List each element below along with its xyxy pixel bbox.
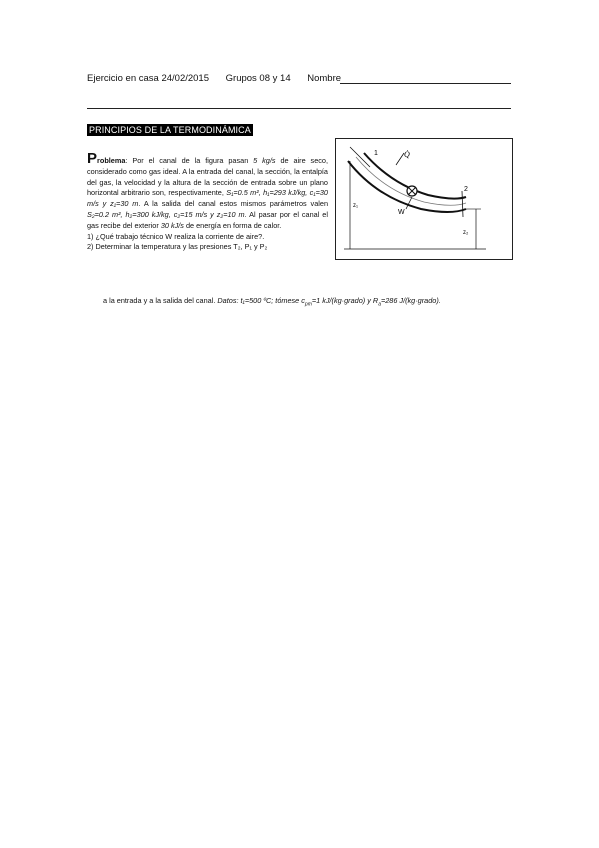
groups-label: Grupos 08 y 14 bbox=[225, 73, 291, 84]
problem-text-5: de energía en forma de calor. bbox=[183, 220, 282, 230]
question-2-text: a la entrada y a la salida del canal. bbox=[103, 296, 218, 305]
question-2-datos: Datos: t₁=500 ºC; tómese c bbox=[217, 296, 305, 305]
r-subscript: a bbox=[378, 301, 381, 308]
question-2-continued bbox=[103, 296, 441, 310]
cp-subscript: pm bbox=[304, 301, 312, 308]
section-title: PRINCIPIOS DE LA TERMODINÁMICA bbox=[89, 125, 251, 135]
channel-diagram bbox=[336, 139, 512, 259]
label-2: 2 bbox=[464, 186, 468, 193]
question-1: 1) ¿Qué trabajo técnico W realiza la corriente de aire?. bbox=[87, 231, 265, 241]
problem-text-2: de aire seco, considerado como gas ideal. A la entrada del canal, la sección, la entalpía del gas, la velocidad y la altura de la sección de entrada sobre un plano horizontal arbitrario son, respectivamente, bbox=[87, 156, 329, 198]
label-1: 1 bbox=[374, 150, 378, 157]
header-line bbox=[87, 73, 355, 84]
problem-text-1: : Por el canal de la figura pasan bbox=[125, 156, 254, 165]
label-z2: z₂ bbox=[463, 230, 469, 236]
problem-outlet-values: S₂=0.2 m², h₂=300 kJ/kg, c₂=15 m/s y z₂=10 m bbox=[87, 209, 245, 219]
work-arrow-icon bbox=[406, 197, 412, 209]
question-2-r: =286 J/(kg·grado). bbox=[380, 296, 441, 305]
exercise-date: Ejercicio en casa 24/02/2015 bbox=[87, 73, 209, 84]
heat-arrow-icon bbox=[396, 153, 404, 165]
name-label: Nombre bbox=[307, 73, 342, 84]
problem-flow: 5 kg/s bbox=[253, 156, 276, 165]
problem-text-4: . Al pasar por el canal el gas recibe del exterior bbox=[87, 209, 328, 230]
question-2-cp: =1 kJ/(kg·grado) y R bbox=[311, 296, 379, 305]
separator-line bbox=[87, 108, 511, 109]
problem-lead-rest: roblema bbox=[97, 156, 126, 165]
problem-statement bbox=[87, 150, 329, 253]
problem-heat: 30 kJ/s bbox=[160, 220, 184, 230]
name-blank-line[interactable] bbox=[340, 83, 511, 84]
problem-text-3: . A la salida del canal estos mismos parámetros valen bbox=[138, 199, 328, 209]
outlet-section-line bbox=[462, 191, 463, 217]
label-work: W bbox=[398, 209, 405, 216]
label-heat: Q̇ bbox=[404, 150, 410, 159]
question-2: 2) Determinar la temperatura y las presiones T₂, P₁ y P₂ bbox=[87, 242, 268, 252]
problem-inlet-values: S₁=0.5 m², h₁=293 kJ/kg, c₁=30 m/s y z₁=30 m bbox=[87, 188, 328, 209]
channel-figure bbox=[335, 138, 513, 260]
label-z1: z₁ bbox=[353, 203, 359, 209]
problem-lead-letter: P bbox=[87, 150, 98, 167]
